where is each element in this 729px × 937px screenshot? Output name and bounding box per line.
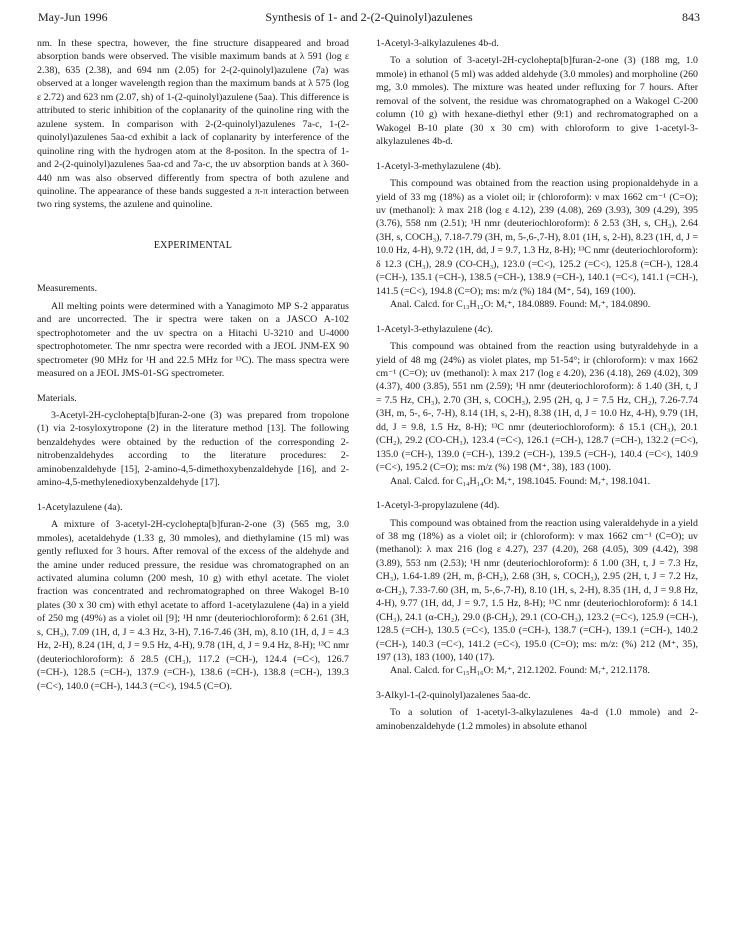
analysis-4d: Anal. Calcd. for C₁₅H₁₆O: Mᵣ⁺, 212.1202. Found: Mᵣ⁺, 212.1178. [390, 665, 650, 677]
running-header [38, 10, 700, 28]
subheading-4bd: 1-Acetyl-3-alkylazulenes 4b-d. [376, 38, 499, 49]
analysis-4b: Anal. Calcd. for C₁₃H₁₂O: Mᵣ⁺, 184.0889. Found: Mᵣ⁺, 184.0890. [390, 299, 651, 311]
discussion-paragraph: nm. In these spectra, however, the fine structure disappeared and broad absorption bands were observed. The visible maximum bands at λ 591 (log ε 2.38), 635 (2.38), and 694 nm (2.05) for 2-(2-quinolyl)azulene (7a) was observed at a longer wavelength region than the maximum bands at λ 575 (log ε 2.72) and 623 nm (2.07, sh) of 1-(2-quinolyl)azulene (5aa). This difference is attributed to steric inhibition of the coplanarity of the quinoline ring with the azulene system. In comparison with 2-(2-quinolyl)azulenes 7a-c, 1-(2-quinolyl)azulenes 5aa-cd exhibit a lack of coplanarity by interference of the quinoline ring with the hydrogen atom at the 8-positon. In the spectra of 1- and 2-(2-quinolyl)azulenes 5aa-cd and 7a-c, the uv absorption bands at λ 360-440 nm was also observed differently from spectra of both azulene and quinoline. The appearance of these bands suggested a π-π interaction between two ring systems, the azulene and quinoline. [37, 38, 350, 211]
data-4c-paragraph: This compound was obtained from the reaction using butyraldehyde in a yield of 48 mg (24%) as violet plates, mp 51-54°; ir (chloroform): ν max 1662 cm⁻¹ (C=O); uv (methanol): λ max 217 (log ε 4.20), 236 (4.18), 269 (4.02), 309 (4.37), 400 (3.85), 551 nm (2.59); ¹H nmr (deuteriochloroform): δ 1.40 (3H, t, J = 7.5 Hz, CH₃), 2.70 (3H, s, COCH₃), 2.95 (2H, q, J = 7.5 Hz, CH₂), 7.26-7.74 (3H, m, 5-, 6-, 7-H), 8.14 (1H, s, 2-H), 8.38 (1H, d, J = 10.0 Hz, 4-H), 9.79 (1H, dd, J = 9.8, 1.5 Hz, 8-H); ¹³C nmr (deuteriochloroform): δ 15.1 (CH₃), 20.1 (CH₂), 29.2 (CO-CH₃), 123.4 (=C<), 126.1 (=CH-), 128.7 (=CH-), 132.2 (=C<), 135.0 (=CH-), 139.0 (=CH-), 139.2 (=CH-), 139.5 (=CH-), 140.4 (=C<), 140.9 (=C<), 195.2 (C=O); ms: m/z (%) 198 (M⁺, 38), 183 (100). [376, 341, 698, 474]
data-4b-paragraph: This compound was obtained from the reaction using propionaldehyde in a yield of 33 mg (18%) as a violet oil; ir (chloroform): ν max 1662 cm⁻¹ (C=O); uv (methanol): λ max 218 (log ε 4.12), 239 (4.08), 269 (3.93), 309 (4.29), 395 (3.76), 558 nm (2.51); ¹H nmr (deuteriochloroform): δ 2.53 (3H, s, CH₃), 2.64 (3H, s, COCH₃), 7.18-7.79 (3H, m, 5-,6-,7-H), 8.01 (1H, s, 2-H), 8.23 (1H, d, J = 10.0 Hz, 4-H), 9.72 (1H, dd, J = 9.7, 1.3 Hz, 8-H); ¹³C nmr (deuteriochloroform): δ 12.3 (CH₃), 28.9 (CO-CH₃), 123.0 (=C<), 125.2 (=C<), 125.8 (=CH-), 128.4 (=CH-), 135.1 (=CH-), 138.5 (=CH-), 138.9 (=CH-), 140.1 (=C<), 141.1 (=CH-), 141.5 (=C<), 194.8 (C=O); ms: m/z (%) 184 (M⁺, 54), 169 (100). [376, 178, 698, 297]
subheading-materials: Materials. [37, 392, 77, 404]
subheading-4b: 1-Acetyl-3-methylazulene (4b). [376, 160, 502, 172]
subheading-4a: 1-Acetylazulene (4a). [37, 501, 123, 513]
subheading-4c: 1-Acetyl-3-ethylazulene (4c). [376, 323, 493, 335]
procedure-4bd-paragraph: To a solution of 3-acetyl-2H-cyclohepta[b]furan-2-one (3) (188 mg, 1.0 mmole) in ethanol (5 ml) was added aldehyde (3.0 mmoles) and morpholine (260 mg, 3.0 mmoles). The mixture was heated under refluxing for 7 hours. After removal of the solvent, the residue was chromatographed on a Wakogel C-200 column (10 g) with hexane-diethyl ether (9:1) and rechromatographed on a Wakogel B-10 plate (30 x 30 cm) with chloroform to give 1-acetyl-3-alkylazulenes 4b-d. [376, 55, 698, 148]
materials-paragraph: 3-Acetyl-2H-cyclohepta[b]furan-2-one (3) was prepared from tropolone (1) via 2-tosyloxytropone (2) in the literature method [13]. The following benzaldehydes were obtained by the reduction of the corresponding 2-nitrobenzaldehydes according to the literature procedures: 2-aminobenzaldehyde [15], 2-amino-4,5-dimethoxybenzaldehyde [16], and 2-amino-4,5-methylenedioxybenzaldehyde [17]. [37, 409, 349, 489]
running-title: Synthesis of 1- and 2-(2-Quinolyl)azulenes [265, 10, 473, 24]
journal-date: May-Jun 1996 [38, 10, 108, 24]
measurements-paragraph: All melting points were determined with a Yanagimoto MP S-2 apparatus and are uncorrected. The ir spectra were taken on a JASCO A-102 spectrophotometer and the uv spectra on a Hitachi U-3210 and U-4000 spectrophotometer. The nmr spectra were recorded with a JEOL JNM-EX 90 spectrometer (90 MHz for ¹H and 22.5 MHz for ¹³C). The mass spectra were measured on a JEOL JMS-01-SG spectrometer. [37, 300, 349, 380]
procedure-5-paragraph: To a solution of 1-acetyl-3-alkylazulenes 4a-d (1.0 mmole) and 2-aminobenzaldehyde (1.2 mmoles) in absolute ethanol [376, 707, 698, 732]
section-heading-experimental: EXPERIMENTAL [153, 239, 233, 251]
subheading-5aa-dc: 3-Alkyl-1-(2-quinolyl)azalenes 5aa-dc. [376, 689, 531, 701]
right-column [376, 37, 698, 733]
left-column [37, 37, 349, 693]
subheading-4d: 1-Acetyl-3-propylazulene (4d). [376, 500, 500, 512]
analysis-4c: Anal. Calcd. for C₁₄H₁₄O: Mᵣ⁺, 198.1045. Found: Mᵣ⁺, 198.1041. [390, 475, 651, 487]
data-4d-paragraph: This compound was obtained from the reaction using valeraldehyde in a yield of 38 mg (18%) as a violet oil; ir (chloroform): ν max 1662 cm⁻¹ (C=O); uv (methanol): λ max 216 (log ε 4.27), 237 (4.20), 268 (4.05), 309 (4.42), 398 (3.89), 553 nm (2.53); ¹H nmr (deuteriochloroform): δ 1.00 (3H, t, J = 7.3 Hz, CH₃), 1.64-1.89 (2H, m, β-CH₂), 2.68 (3H, s, COCH₃), 2.95 (2H, t, J = 7.2 Hz, α-CH₂), 7.33-7.60 (3H, m, 5-,6-,7-H), 8.10 (1H, s, 2-H), 8.35 (1H, d, J = 9.8 Hz, 4-H), 9.77 (1H, dd, J = 9.7, 1.5 Hz, 8-H); ¹³C nmr (deuteriochloroform): δ 14.1 (CH₃), 24.1 (α-CH₂), 29.0 (β-CH₂), 29.1 (CO-CH₃), 123.2 (=C<), 125.9 (=CH-), 128.5 (=CH-), 130.5 (=C<), 135.0 (=CH-), 138.7 (=CH-), 139.1 (=CH-), 140.2 (=CH-), 140.3 (=C<), 141.2 (=C<), 195.0 (C=O); ms: m/z: (%) 212 (M⁺, 35), 197 (13), 183 (100), 140 (17). [376, 517, 698, 664]
subheading-measurements: Measurements. [37, 283, 98, 295]
page-number: 843 [682, 10, 700, 24]
procedure-4a-paragraph: A mixture of 3-acetyl-2H-cyclohepta[b]furan-2-one (3) (565 mg, 3.0 mmoles), acetaldehyde (1.33 g, 30 mmoles), and diethylamine (15 ml) was gently refluxed for 3 hours. After removal of the excess of the aldehyde and the amine under reduced pressure, the residue was chromatographed on an activated alumina column (200 mesh, 10 g) with ethyl acetate. The violet fraction was concentrated and rechromatographed on three Wakogel B-10 plates (30 x 30 cm) with ethyl acetate to afford 1-acetylazulene (4a) in a yield of 250 mg (49%) as a violet oil [9]; ¹H nmr (deuteriochloroform): δ 2.61 (3H, s, CH₃), 7.09 (1H, d, J = 4.3 Hz, 3-H), 7.16-7.46 (3H, m), 8.10 (1H, d, J = 4.3 Hz, 2-H), 8.24 (1H, d, J = 9.5 Hz, 4-H), 9.78 (1H, d, J = 9.4 Hz, 8-H); ¹³C nmr (deuteriochloroform): δ 28.5 (CH₃), 117.2 (=CH-), 124.4 (=C<), 126.7 (=CH-), 128.5 (=CH-), 137.9 (=CH-), 138.6 (=CH-), 138.8 (=CH-), 139.3 (=C<), 140.0 (=CH-), 144.3 (=C<), 194.5 (C=O). [37, 519, 349, 692]
